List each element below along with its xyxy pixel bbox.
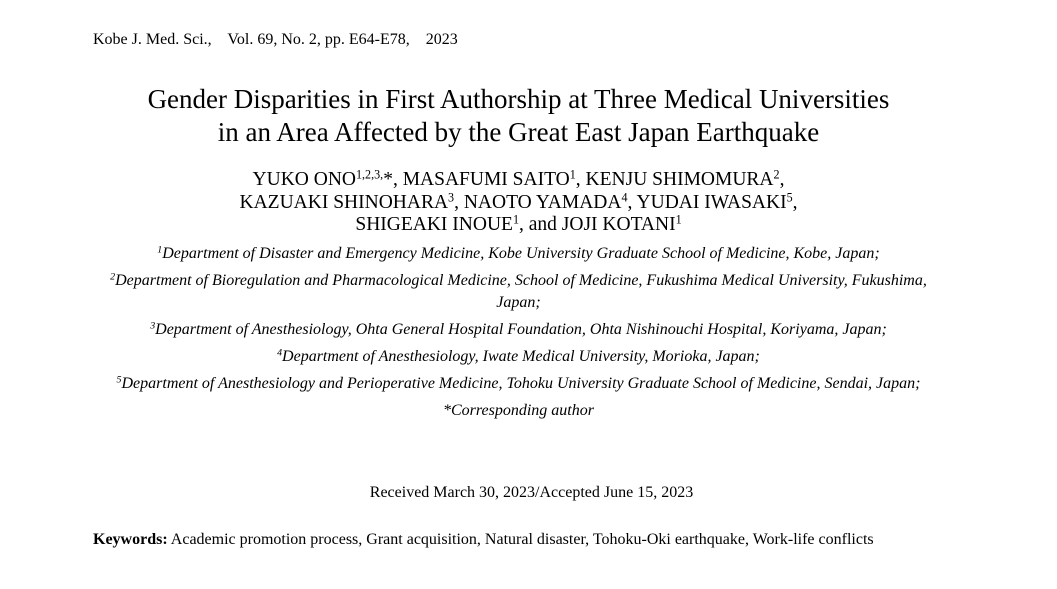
author-name: KENJU SHIMOMURA xyxy=(585,169,774,190)
author-line-3 xyxy=(0,214,1037,237)
paper-title xyxy=(0,83,1037,149)
author-affiliation-marker: 1,2,3, xyxy=(356,167,384,182)
journal-name: Kobe J. Med. Sci., xyxy=(93,31,212,48)
affiliation-marker: 2 xyxy=(110,271,116,283)
author-separator: , and xyxy=(519,214,562,235)
affiliation-text: Department of Bioregulation and Pharmacological Medicine, School of Medicine, Fukushima Medical University, Fukushima, Japan; xyxy=(115,272,927,311)
affiliation-text: Department of Disaster and Emergency Medicine, Kobe University Graduate School of Medicine, Kobe, Japan; xyxy=(162,245,880,262)
author-affiliation-marker: 3 xyxy=(448,189,455,204)
affiliation-5 xyxy=(90,373,947,395)
author-affiliation-marker: 1 xyxy=(569,167,576,182)
keywords-label: Keywords: xyxy=(93,531,168,548)
author-affiliation-marker: 5 xyxy=(786,189,793,204)
affiliation-text: Department of Anesthesiology and Perioperative Medicine, Tohoku University Graduate School of Medicine, Sendai, Japan; xyxy=(121,375,921,392)
affiliation-marker: 1 xyxy=(157,244,163,256)
corresponding-author-note: *Corresponding author xyxy=(443,402,594,419)
affiliation-marker: 4 xyxy=(277,347,283,359)
author-separator: , xyxy=(454,191,464,213)
journal-year: 2023 xyxy=(425,31,458,48)
received-accepted-dates: Received March 30, 2023/Accepted June 15, 2023 xyxy=(369,484,694,501)
author-separator: , xyxy=(779,169,785,190)
author-name: YUDAI IWASAKI xyxy=(636,191,787,213)
keywords-text: Academic promotion process, Grant acquisition, Natural disaster, Tohoku-Oki earthquake, Work-life conflicts xyxy=(170,531,874,548)
author-affiliation-marker: 1 xyxy=(675,212,682,227)
author-name: NAOTO YAMADA xyxy=(463,191,622,213)
author-name: SHIGEAKI INOUE xyxy=(355,214,513,235)
affiliation-marker: 5 xyxy=(116,374,122,386)
author-separator: , xyxy=(575,169,586,190)
keywords-block xyxy=(93,529,953,552)
author-list xyxy=(0,169,1037,237)
affiliation-3 xyxy=(90,319,947,341)
author-affiliation-marker: 2 xyxy=(773,167,780,182)
author-name: YUKO ONO xyxy=(252,169,356,190)
author-separator: , xyxy=(627,191,637,213)
author-separator: , xyxy=(792,191,798,213)
affiliation-1 xyxy=(90,243,947,265)
affiliation-text: Department of Anesthesiology, Iwate Medical University, Morioka, Japan; xyxy=(282,348,760,365)
author-separator: *, xyxy=(383,169,403,190)
author-line-1 xyxy=(0,169,1037,192)
author-name: JOJI KOTANI xyxy=(561,214,676,235)
author-name: MASAFUMI SAITO xyxy=(402,169,570,190)
journal-volume: Vol. 69, No. 2, pp. E64-E78, xyxy=(227,31,410,48)
paper-title-line-2: in an Area Affected by the Great East Japan Earthquake xyxy=(217,117,820,147)
affiliation-2 xyxy=(90,270,947,314)
author-name: KAZUAKI SHINOHARA xyxy=(239,191,449,213)
author-affiliation-marker: 4 xyxy=(621,189,628,204)
affiliation-list xyxy=(90,243,947,422)
author-affiliation-marker: 1 xyxy=(512,212,519,227)
paper-title-line-1: Gender Disparities in First Authorship at Three Medical Universities xyxy=(147,84,890,114)
author-line-2 xyxy=(0,189,1037,215)
affiliation-4 xyxy=(90,346,947,368)
affiliation-text: Department of Anesthesiology, Ohta General Hospital Foundation, Ohta Nishinouchi Hospital, Koriyama, Japan; xyxy=(155,321,887,338)
journal-citation xyxy=(93,31,458,49)
affiliation-marker: 3 xyxy=(150,320,156,332)
